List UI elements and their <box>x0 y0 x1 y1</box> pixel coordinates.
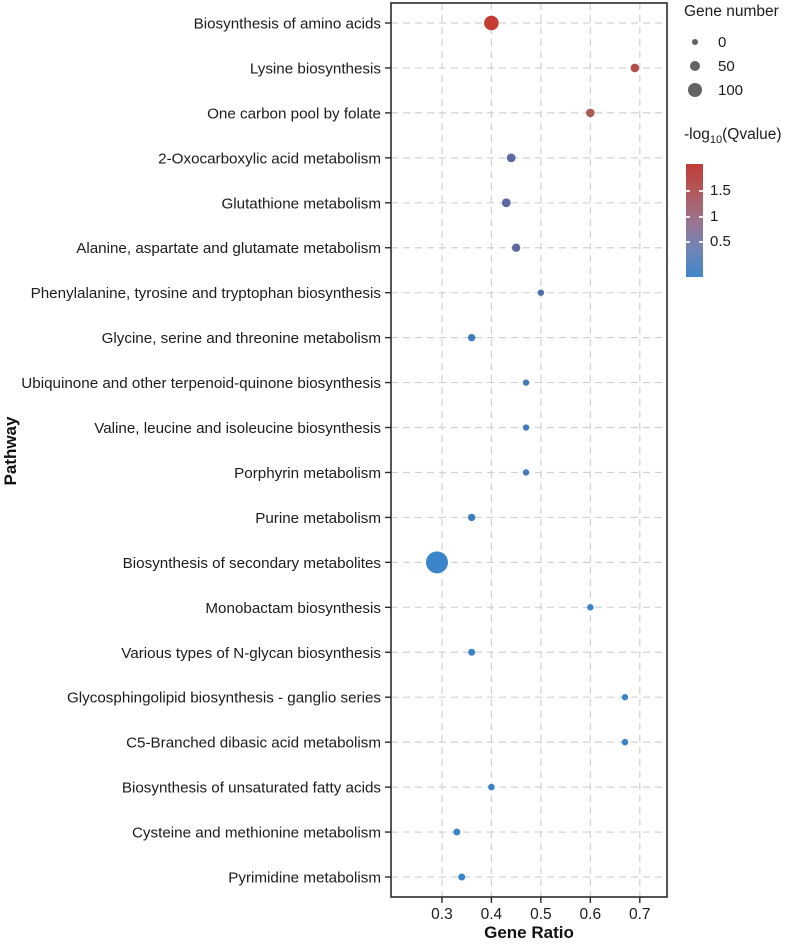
pathway-label: Biosynthesis of secondary metabolites <box>122 554 381 572</box>
qvalue-colorbar-tick-notch <box>699 216 703 218</box>
pathway-label: C5-Branched dibasic acid metabolism <box>126 734 381 752</box>
pathway-label: Phenylalanine, tyrosine and tryptophan biosynthesis <box>30 285 381 303</box>
pathway-label: Biosynthesis of amino acids <box>193 15 381 33</box>
data-point <box>587 604 593 610</box>
pathway-label: Glycine, serine and threonine metabolism <box>101 330 381 348</box>
gene-number-legend-entry <box>684 78 784 102</box>
pathway-label: Valine, leucine and isoleucine biosynthesis <box>94 420 381 438</box>
data-point <box>523 469 529 475</box>
data-point <box>488 784 495 791</box>
pathway-label: Alanine, aspartate and glutamate metabolism <box>76 240 381 258</box>
x-tick-label: 0.3 <box>431 906 453 923</box>
qvalue-colorbar <box>686 164 703 277</box>
qvalue-colorbar-wrap <box>684 164 784 279</box>
pathway-label: Glutathione metabolism <box>221 195 381 213</box>
x-tick-label: 0.6 <box>579 906 602 923</box>
gene-number-legend-dot <box>688 83 703 98</box>
pathway-label: Cysteine and methionine metabolism <box>131 824 381 842</box>
qvalue-legend-title <box>684 126 784 149</box>
qvalue-legend-title-suffix: (Qvalue) <box>722 126 782 143</box>
data-point <box>502 198 511 207</box>
pathway-label: Monobactam biosynthesis <box>205 599 381 617</box>
data-point <box>586 109 595 118</box>
x-tick-label: 0.7 <box>629 906 651 923</box>
x-axis-title: Gene Ratio <box>484 923 574 942</box>
pathway-label: One carbon pool by folate <box>207 105 381 123</box>
data-point <box>538 289 544 295</box>
gene-number-legend-entry <box>684 30 784 54</box>
pathway-label: Purine metabolism <box>255 509 381 527</box>
gene-number-legend-entries <box>684 30 784 102</box>
x-tick-label: 0.4 <box>480 906 503 923</box>
qvalue-legend-title-prefix: -log <box>684 126 710 143</box>
qvalue-colorbar-tick-notch <box>686 241 690 243</box>
pathway-label: Ubiquinone and other terpenoid-quinone biosynthesis <box>21 375 381 393</box>
pathway-label: Biosynthesis of unsaturated fatty acids <box>121 779 381 797</box>
pathway-label: Various types of N-glycan biosynthesis <box>121 644 381 662</box>
qvalue-legend-title-sub: 10 <box>709 134 723 147</box>
gene-number-legend-dot <box>690 61 701 72</box>
data-point <box>622 739 629 746</box>
pathway-label: Porphyrin metabolism <box>234 464 381 482</box>
qvalue-colorbar-tick-notch <box>699 241 703 243</box>
gene-number-legend-label: 50 <box>717 57 735 75</box>
qvalue-colorbar-tick-label: 1.5 <box>710 182 731 200</box>
data-point <box>426 551 448 573</box>
qvalue-colorbar-tick-notch <box>699 190 703 192</box>
gene-number-legend-label: 100 <box>717 81 744 99</box>
qvalue-colorbar-tick-notch <box>686 190 690 192</box>
qvalue-colorbar-tick-notch <box>686 216 690 218</box>
gene-number-legend-label: 0 <box>717 33 727 51</box>
qvalue-colorbar-tick-label: 1 <box>710 207 719 225</box>
data-point <box>453 829 460 836</box>
gene-number-legend-entry <box>684 54 784 78</box>
data-point <box>523 379 529 385</box>
data-point <box>468 649 475 656</box>
gene-number-legend-dot <box>692 39 699 46</box>
qvalue-colorbar-tick-label: 0.5 <box>710 233 731 251</box>
gene-number-legend-title: Gene number <box>684 3 779 20</box>
x-tick-label: 0.5 <box>530 906 552 923</box>
data-point <box>507 153 516 162</box>
data-point <box>468 334 475 341</box>
pathway-label: Pyrimidine metabolism <box>228 869 381 887</box>
data-point <box>523 424 529 430</box>
qvalue-color-legend <box>684 126 784 279</box>
data-point <box>484 16 499 31</box>
pathway-label: Lysine biosynthesis <box>249 60 381 78</box>
pathway-label: Glycosphingolipid biosynthesis - ganglio series <box>66 689 381 707</box>
pathway-label: 2-Oxocarboxylic acid metabolism <box>158 150 381 168</box>
data-point <box>631 64 640 73</box>
y-axis-title: Pathway <box>1 416 20 486</box>
gene-number-legend <box>684 2 784 102</box>
plot-border <box>391 3 667 897</box>
data-point <box>468 514 475 521</box>
data-point <box>458 874 465 881</box>
data-point <box>622 694 628 700</box>
data-point <box>512 244 520 252</box>
